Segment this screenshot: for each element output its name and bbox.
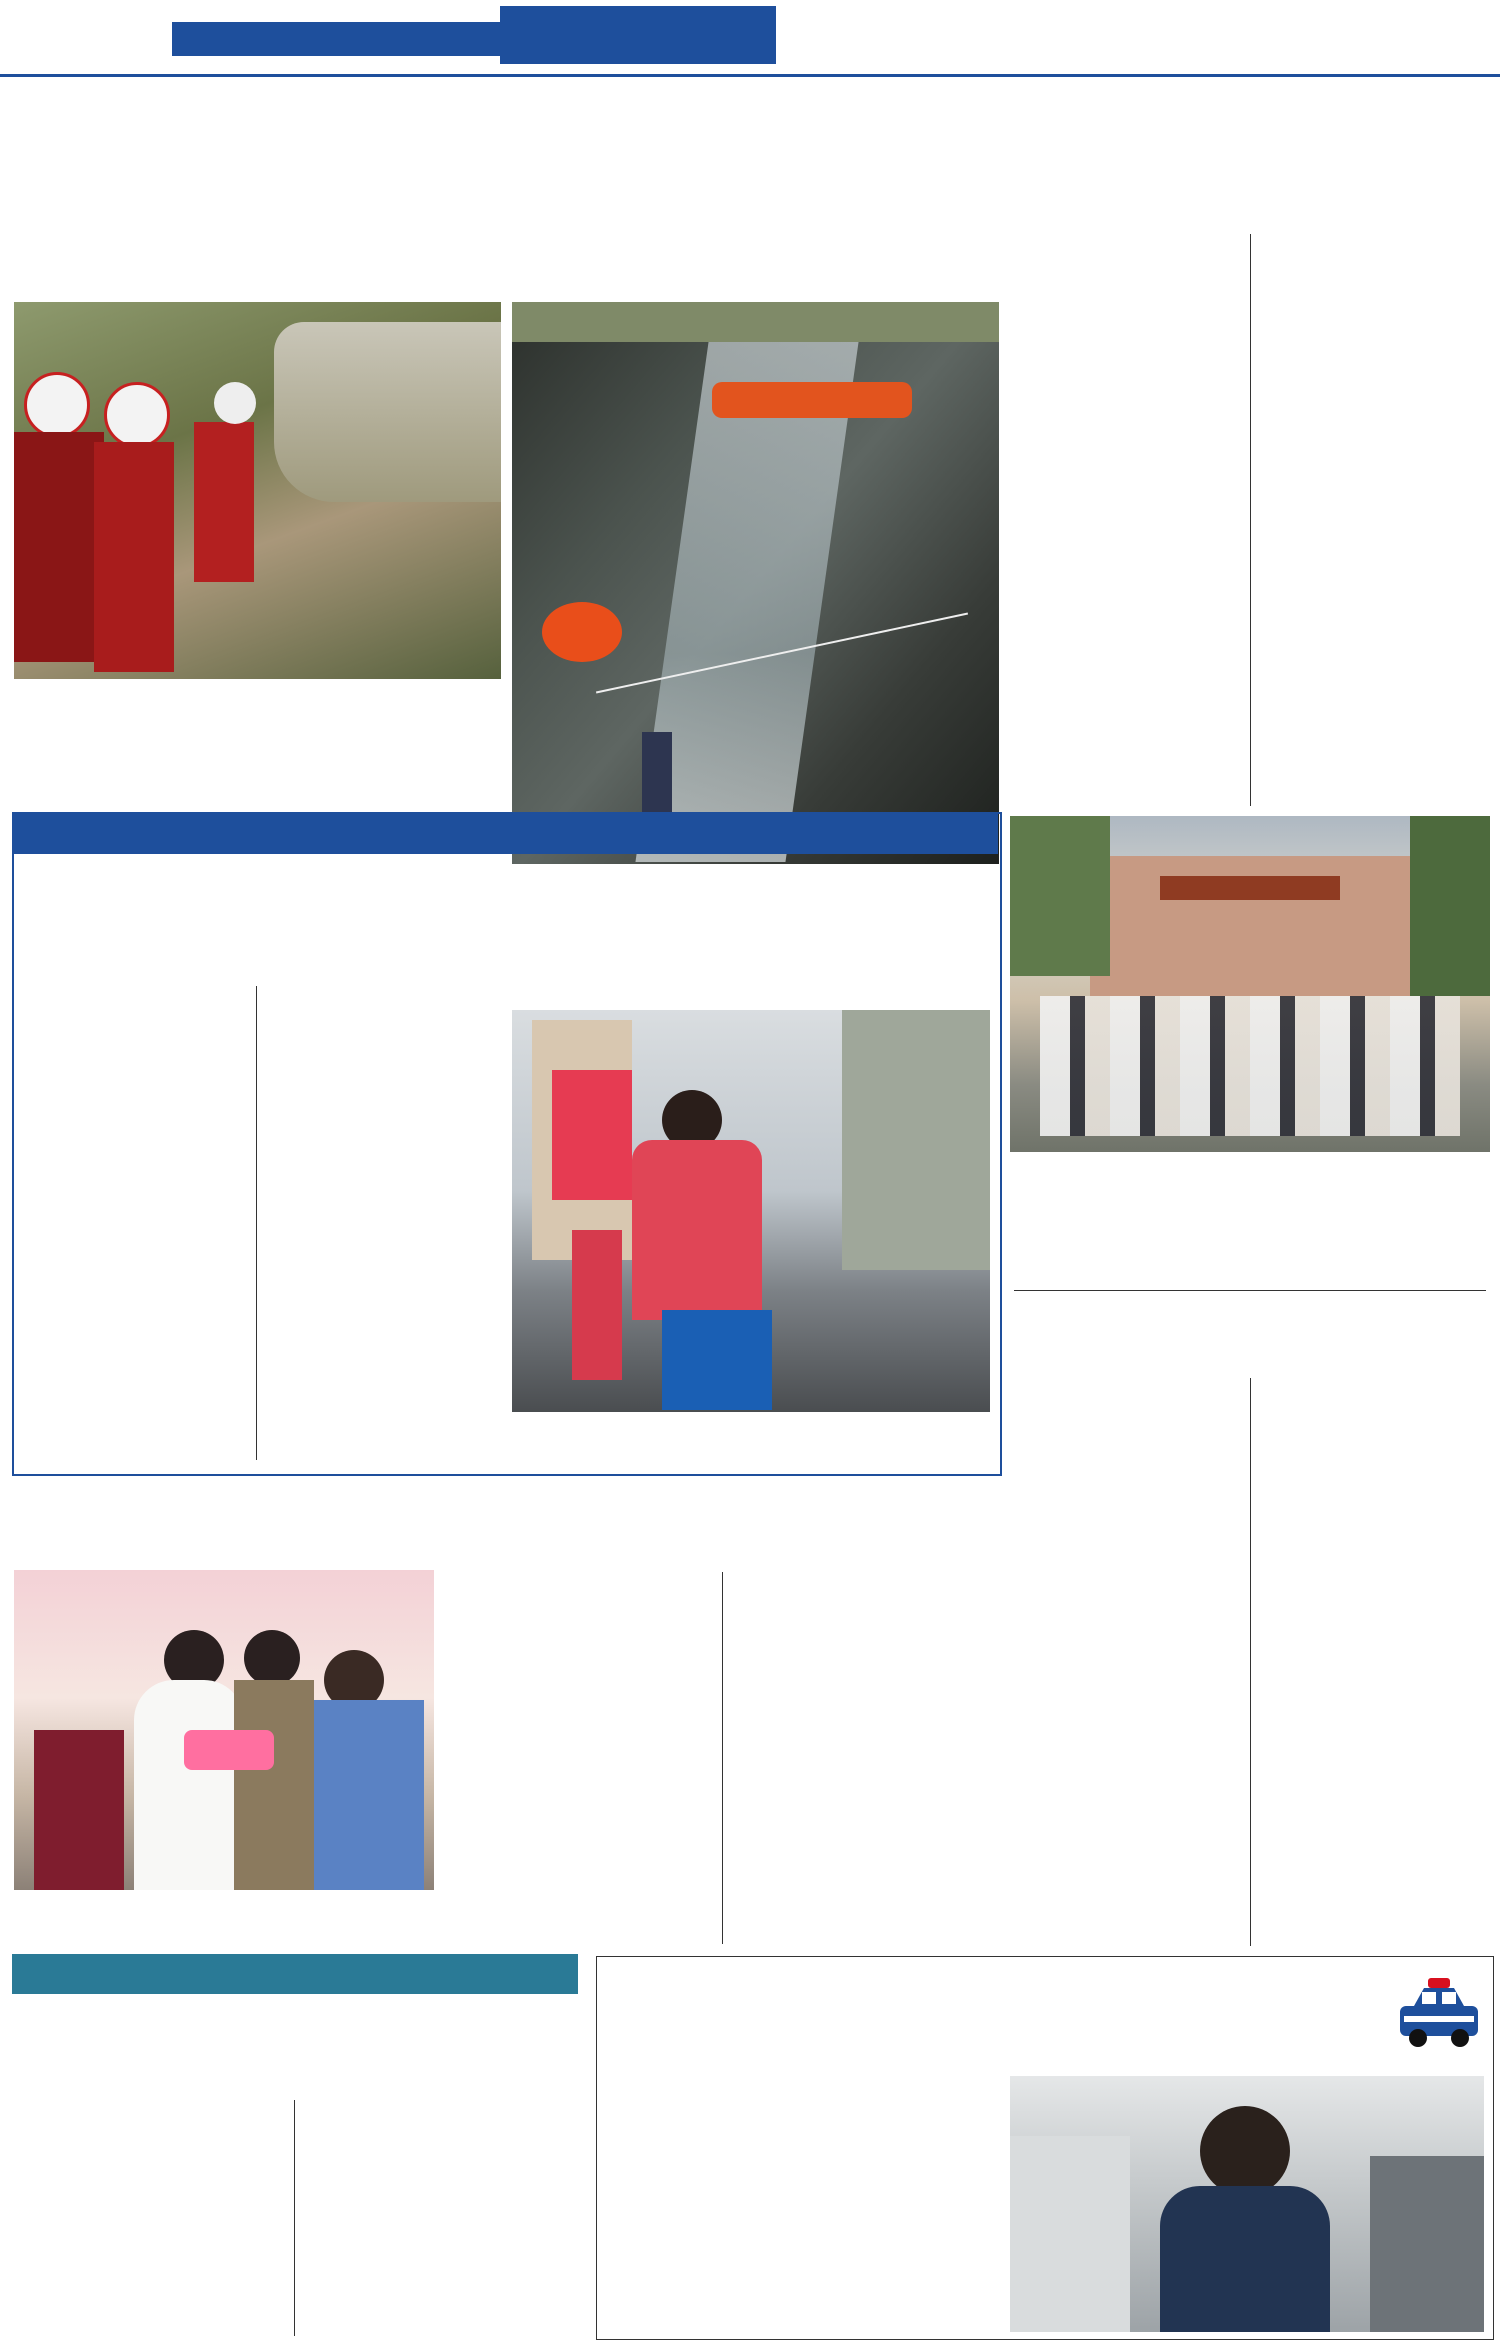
story5-column-2	[302, 2098, 574, 2338]
column-divider	[722, 1572, 723, 1944]
couple-sign	[184, 1730, 274, 1770]
story2-headline-left	[40, 868, 400, 958]
rescue-photo-1	[14, 302, 501, 679]
section-title	[500, 6, 776, 64]
story1-column-1	[1013, 234, 1241, 810]
story2-kicker	[14, 814, 998, 854]
police-officer-photo	[1010, 2076, 1484, 2332]
page-label	[10, 4, 120, 66]
story6-headline	[1010, 1962, 1390, 2072]
police-car-icon	[1392, 1966, 1486, 2060]
candidate-photo	[512, 1010, 990, 1412]
story2-column-2	[264, 984, 494, 1464]
story1-headline	[14, 82, 1494, 202]
story3-column-2	[1260, 1376, 1488, 1948]
paper-logo	[1172, 4, 1492, 64]
headline-rule	[1014, 1290, 1486, 1291]
column-divider	[1250, 1378, 1251, 1946]
story4-headline	[14, 1478, 1004, 1564]
story5-column-1	[14, 2098, 286, 2338]
story1-column-2	[1260, 234, 1488, 810]
rescue-photo-2	[512, 302, 999, 864]
school-banner	[1160, 876, 1340, 900]
column-divider	[256, 986, 257, 1460]
issue-date	[172, 22, 512, 56]
story5-headline	[16, 2000, 586, 2090]
story2-column-1	[22, 984, 248, 1464]
masthead-rule	[0, 74, 1500, 77]
billboard-sign	[662, 1310, 772, 1410]
story6-body	[604, 1962, 1000, 2332]
exam-students-photo	[1010, 816, 1490, 1152]
story2-headline-right	[424, 856, 984, 966]
couples-photo	[14, 1570, 434, 1890]
masthead	[0, 0, 1500, 80]
story4-column-1	[444, 1570, 714, 1950]
story5-kicker	[12, 1954, 578, 1994]
story3-column-1	[1012, 1376, 1240, 1948]
column-divider	[1250, 234, 1251, 806]
story3-headline	[1010, 1210, 1490, 1368]
column-divider	[294, 2100, 295, 2336]
story4-column-2	[730, 1570, 1000, 1950]
